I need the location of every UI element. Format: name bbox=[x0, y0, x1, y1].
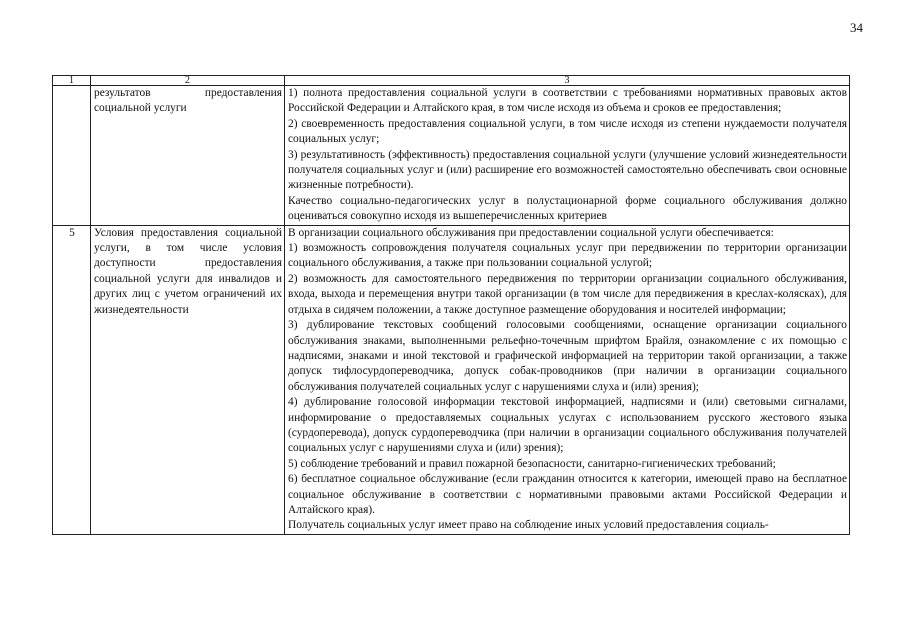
description-paragraph: Качество социально-педагогических услуг в полустационарной форме социального обслуживания должно оцениваться совокупно исходя из вышеперечисленных критериев bbox=[288, 194, 847, 223]
criterion-description bbox=[285, 86, 850, 226]
description-paragraph: 3) дублирование текстовых сообщений голосовыми сообщениями, оснащение организации социального обслуживания знаками, выполненными рельефно-точечным шрифтом Брайля, ознакомление с их помощью с надписями, знаками и иной текстовой и графической информацией на территории такой организации, а также допуск тифлосурдопереводчика, допуск собак-проводников (при наличии в организации социального обслуживания получателей социальных услуг с нарушениями слуха и (или) зрения); bbox=[288, 319, 847, 393]
description-paragraph: Получатель социальных услуг имеет право на соблюдение иных условий предоставления социаль- bbox=[288, 519, 769, 532]
table-header-row bbox=[53, 76, 850, 86]
row-number bbox=[53, 86, 91, 226]
table-row-5 bbox=[53, 225, 850, 534]
criterion-name: результатов предоставления социальной услуги bbox=[91, 86, 285, 226]
description-paragraph: 2) возможность для самостоятельного передвижения по территории организации социального обслуживания, входа, выхода и перемещения внутри такой организации (в том числе для передвижения в креслах-колясках), для отдыха в сидячем положении, а также доступное размещение оборудования и носителей информации; bbox=[288, 272, 847, 316]
description-paragraph: 1) полнота предоставления социальной услуги в соответствии с требованиями нормативных правовых актов Российской Федерации и Алтайского края, в том числе исходя из объема и сроков ее предоставления; bbox=[288, 87, 847, 115]
description-paragraph: 2) своевременность предоставления социальной услуги, в том числе исходя из степени нуждаемости получателя социальных услуг; bbox=[288, 117, 847, 146]
page-number: 34 bbox=[850, 20, 863, 35]
description-paragraph: 1) возможность сопровождения получателя социальных услуг при передвижении по территории организации социального обслуживания, а также при пользовании социальной услугой; bbox=[288, 242, 847, 270]
table-row-continued bbox=[53, 86, 850, 226]
criterion-description bbox=[285, 225, 850, 534]
description-paragraph: В организации социального обслуживания при предоставлении социальной услуги обеспечивается: bbox=[288, 226, 774, 239]
criterion-name: Условия предоставления социальной услуги, в том числе условия доступности предоставления социальной услуги для инвалидов и других лиц с учетом ограничений их жизнедеятельности bbox=[91, 225, 285, 534]
header-col-2: 2 bbox=[91, 76, 285, 86]
header-col-3: 3 bbox=[285, 76, 850, 86]
description-paragraph: 3) результативность (эффективность) предоставления социальной услуги (улучшение условий жизнедеятельности получателя социальных услуг и (или) расширение его возможностей самостоятельно обеспечивать свои основные жизненные потребности). bbox=[288, 148, 847, 192]
description-paragraph: 6) бесплатное социальное обслуживание (если гражданин относится к категории, имеющей право на бесплатное социальное обслуживание в соответствии с нормативными правовыми актами Российской Федерации и Алтайского края). bbox=[288, 473, 847, 516]
header-col-1: 1 bbox=[53, 76, 91, 86]
description-paragraph: 5) соблюдение требований и правил пожарной безопасности, санитарно-гигиенических требований; bbox=[288, 457, 776, 470]
description-paragraph: 4) дублирование голосовой информации текстовой информацией, надписями и (или) световыми сигналами, информирование о предоставляемых социальных услугах с использованием русского жестового языка (сурдоперевода), допуск сурдопереводчика (при наличии в организации социального обслуживания получателей социальных услуг с нарушениями слуха и (или) зрения); bbox=[288, 396, 847, 455]
services-table bbox=[52, 75, 850, 535]
row-number: 5 bbox=[53, 225, 91, 534]
